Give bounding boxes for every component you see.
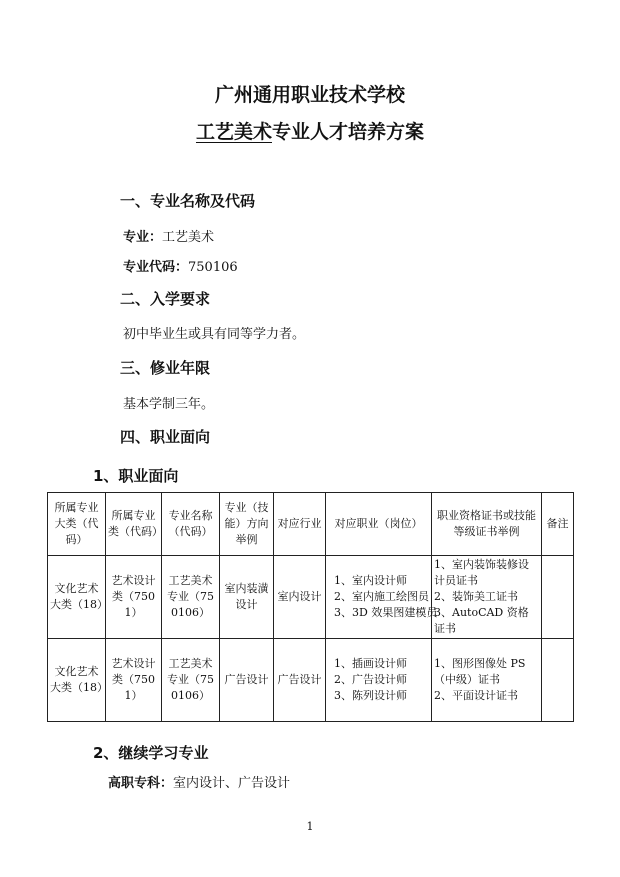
job-item: 3、3D 效果图建模员 bbox=[334, 606, 438, 619]
code-value: 750106 bbox=[188, 260, 238, 275]
table-cell: 室内装潢设计 bbox=[220, 556, 274, 639]
major-label: 专业： bbox=[123, 230, 163, 245]
cert-item: 1、室内装饰装修设计员证书 bbox=[434, 558, 529, 587]
note-cell bbox=[542, 556, 574, 639]
continuing-study-label: 高职专科： bbox=[108, 776, 174, 791]
header-cell: 所属专业大类（代码） bbox=[48, 493, 106, 556]
table-cell: 工艺美术专业（750106） bbox=[162, 556, 220, 639]
cert-item: 2、装饰美工证书 bbox=[434, 590, 518, 603]
document-subtitle bbox=[0, 117, 620, 144]
table-cell: 广告设计 bbox=[274, 639, 326, 722]
job-item: 1、室内设计师 bbox=[334, 574, 407, 587]
section-2-heading: 二、入学要求 bbox=[120, 290, 211, 308]
header-cell: 备注 bbox=[542, 493, 574, 556]
cert-item: 3、AutoCAD 资格证书 bbox=[434, 606, 529, 635]
major-line bbox=[123, 226, 214, 245]
table-cell: 艺术设计类（7501） bbox=[106, 639, 162, 722]
cert-item: 2、平面设计证书 bbox=[434, 689, 518, 702]
job-item: 3、陈列设计师 bbox=[334, 689, 407, 702]
subtitle-underlined: 工艺美术 bbox=[195, 121, 272, 143]
page-number: 1 bbox=[306, 820, 314, 833]
certs-cell bbox=[432, 556, 542, 639]
jobs-cell bbox=[326, 556, 438, 639]
header-cell: 职业资格证书或技能等级证书举例 bbox=[432, 493, 542, 556]
continuing-study-line bbox=[108, 772, 290, 791]
table-cell: 文化艺术大类（18） bbox=[48, 639, 106, 722]
document-title: 广州通用职业技术学校 bbox=[214, 84, 405, 106]
continuing-study-value: 室内设计、广告设计 bbox=[173, 776, 291, 791]
table-cell: 工艺美术专业（750106） bbox=[162, 639, 220, 722]
note-cell bbox=[542, 639, 574, 722]
section-4-heading: 四、职业面向 bbox=[120, 428, 211, 446]
table-cell: 文化艺术大类（18） bbox=[48, 556, 106, 639]
table-cell: 室内设计 bbox=[274, 556, 326, 639]
job-item: 2、室内施工绘图员 bbox=[334, 590, 429, 603]
table-row bbox=[48, 556, 574, 639]
section-3-heading: 三、修业年限 bbox=[120, 359, 211, 377]
subtitle-rest: 专业人才培养方案 bbox=[272, 121, 425, 143]
certs-cell bbox=[432, 639, 542, 722]
subsection-1-heading: 1、职业面向 bbox=[93, 467, 179, 485]
code-label: 专业代码： bbox=[123, 260, 189, 275]
table-row bbox=[48, 639, 574, 722]
header-cell: 对应行业 bbox=[274, 493, 326, 556]
job-item: 1、插画设计师 bbox=[334, 657, 407, 670]
header-cell: 所属专业类（代码） bbox=[106, 493, 162, 556]
table-cell: 艺术设计类（7501） bbox=[106, 556, 162, 639]
section-3-text: 基本学制三年。 bbox=[123, 397, 215, 412]
table-header-row bbox=[48, 493, 574, 556]
subsection-2-heading: 2、继续学习专业 bbox=[93, 744, 209, 762]
section-2-text: 初中毕业生或具有同等学力者。 bbox=[123, 327, 306, 342]
major-value: 工艺美术 bbox=[162, 230, 215, 245]
career-table bbox=[47, 492, 574, 722]
header-cell: 专业名称（代码） bbox=[162, 493, 220, 556]
cert-item: 1、图形图像处 PS（中级）证书 bbox=[434, 657, 526, 686]
table-cell: 广告设计 bbox=[220, 639, 274, 722]
header-cell: 对应职业（岗位） bbox=[326, 493, 432, 556]
section-1-heading: 一、专业名称及代码 bbox=[120, 192, 256, 210]
job-item: 2、广告设计师 bbox=[334, 673, 407, 686]
header-cell: 专业（技能）方向举例 bbox=[220, 493, 274, 556]
jobs-cell bbox=[326, 639, 432, 722]
code-line bbox=[123, 256, 238, 275]
